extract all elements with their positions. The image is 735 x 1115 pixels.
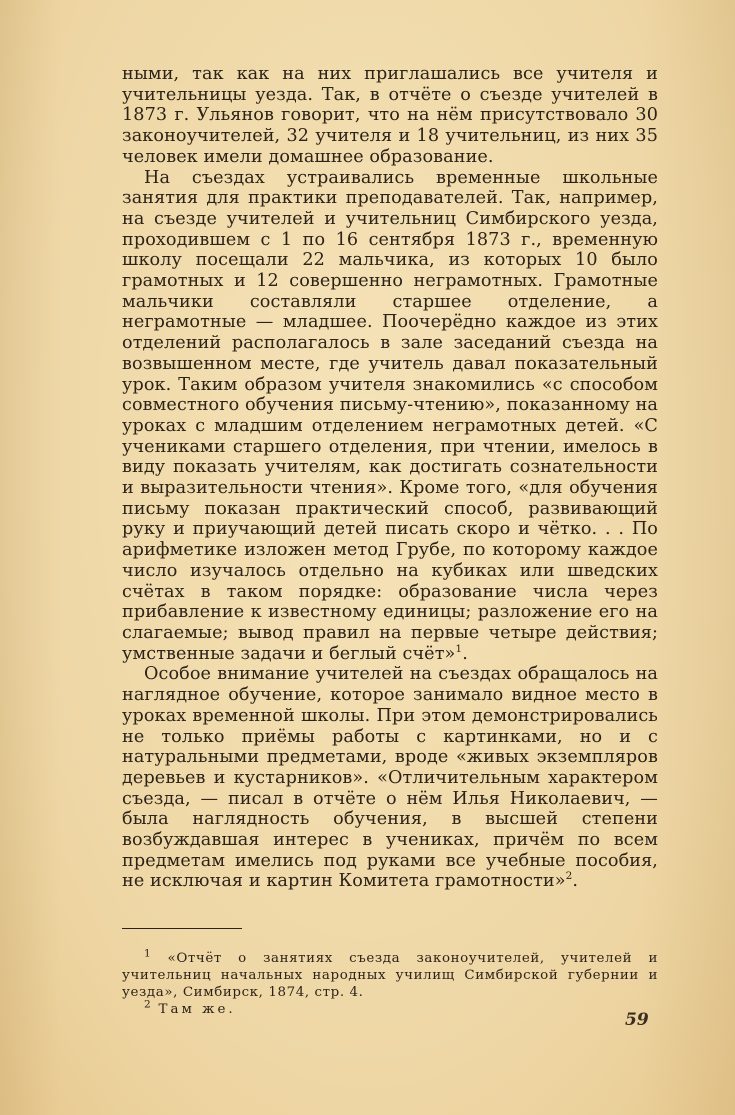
- paragraph-1: [122, 64, 658, 168]
- footnote-divider: [122, 928, 242, 929]
- paragraph-2: [122, 168, 658, 665]
- footnote-2-text: Там же.: [151, 1001, 236, 1017]
- footnote-ref-1[interactable]: 1: [455, 642, 463, 655]
- footnote-mark-2: 2: [144, 998, 152, 1011]
- main-text: [122, 64, 658, 892]
- footnote-2: [122, 998, 658, 1019]
- paragraph-1-text: ными, так как на них приглашались все учителя и учительницы уезда. Так, в отчёте о съезде учителей в 1873 г. Ульянов говорит, что на нём присутствовало 30 законоучителей, 32 учителя и 18 учительниц, из них 35 человек имели домашнее образование.: [122, 64, 658, 167]
- footnote-mark-1: 1: [144, 947, 152, 960]
- paragraph-3-end: .: [572, 871, 579, 892]
- paragraph-2-end: .: [462, 643, 468, 664]
- footnotes: [122, 947, 658, 1018]
- paragraph-3: [122, 664, 658, 892]
- footnote-1-text: «Отчёт о занятиях съезда законоучителей, учителей и учительниц начальных народных училищ Симбирской губернии и уезда», Симбирск, 1874, стр. 4.: [122, 951, 658, 1000]
- paragraph-3-text: Особое внимание учителей на съездах обращалось на наглядное обучение, которое занимало видное место в уроках временной школы. При этом демонстрировались не только приёмы работы с картинками, но и с натуральными предметами, вроде «живых экземпляров деревьев и кустарников». «Отличительным характером съезда, — писал в отчёте о нём Илья Николаевич, — была наглядность обучения, в высшей степени возбуждавшая интерес в учениках, причём по всем предметам имелись под руками все учебные пособия, не исключая и картин Комитета грамотности»: [122, 664, 658, 892]
- page-number: 59: [625, 1010, 649, 1030]
- footnote-ref-2[interactable]: 2: [565, 870, 573, 883]
- paragraph-2-text: На съездах устраивались временные школьные занятия для практики преподавателей. Так, например, на съезде учителей и учительниц Симбирского уезда, проходившем с 1 по 16 сентября 1873 г., временную школу посещали 22 мальчика, из которых 10 было грамотных и 12 совершенно неграмотных. Грамотные мальчики составляли старшее отделение, а неграмотные — младшее. Поочерёдно каждое из этих отделений располагалось в зале заседаний съезда на возвышенном месте, где учитель давал показательный урок. Таким образом учителя знакомились «с способом совместного обучения письму-чтению», показанному на уроках с младшим отделением неграмотных детей. «С учениками старшего отделения, при чтении, имелось в виду показать учителям, как достигать сознательности и выразительности чтения». Кроме того, «для обучения письму показан практический способ, развивающий руку и приучающий детей писать скоро и чётко. . . По арифметике изложен метод Грубе, по которому каждое число изучалось отдельно на кубиках или шведских счётах в таком порядке: образование числа через прибавление к известному единицы; разложение его на слагаемые; вывод правил на первые четыре действия; умственные задачи и беглый счёт»: [122, 167, 658, 664]
- book-page: [122, 64, 658, 1018]
- footnote-1: [122, 947, 658, 1001]
